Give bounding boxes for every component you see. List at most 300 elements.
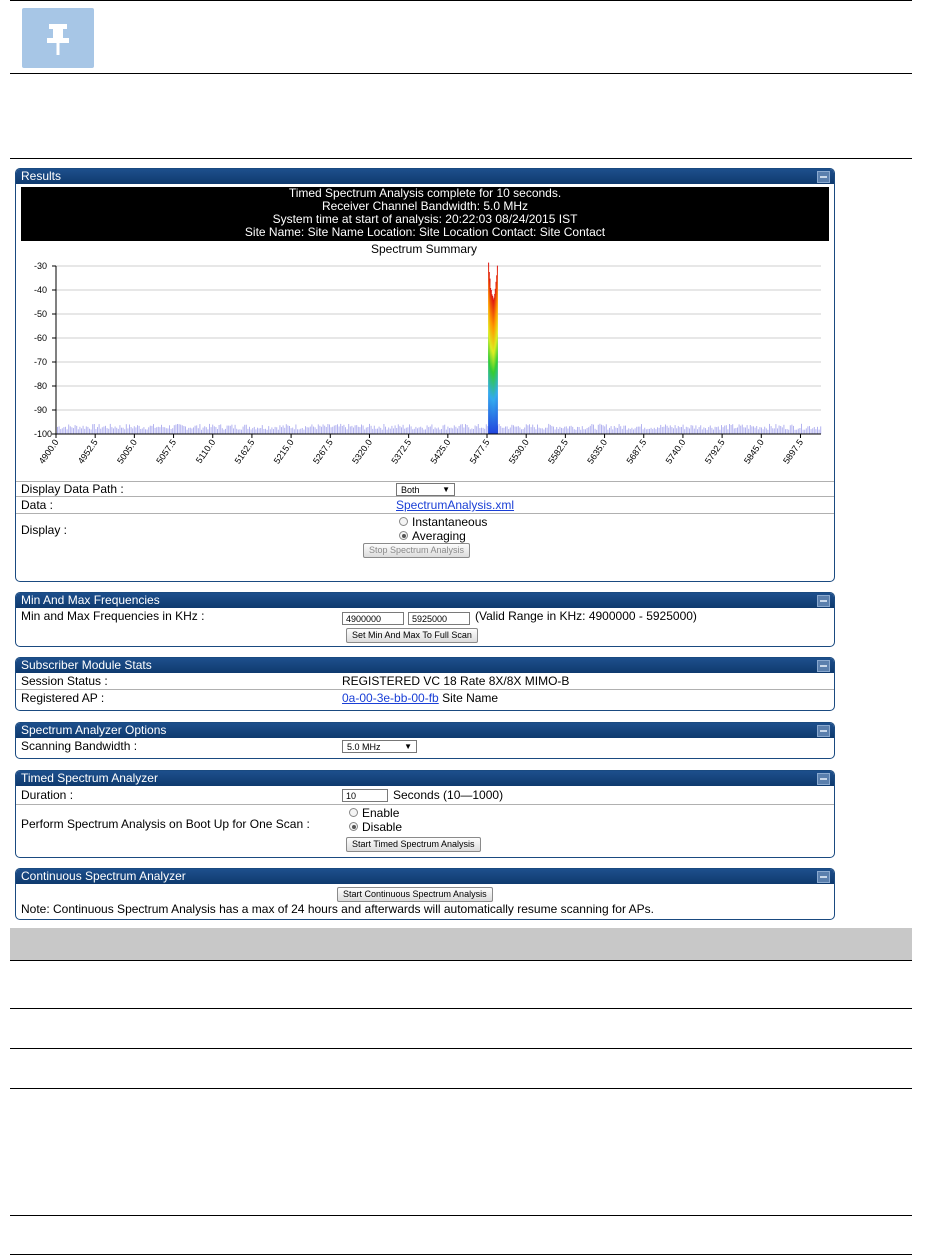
spectrum-bar [423, 430, 424, 434]
spectrum-bar [326, 427, 327, 434]
set-full-scan-button[interactable]: Set Min And Max To Full Scan [346, 628, 478, 643]
spectrum-bar [619, 424, 620, 434]
continuous-analyzer-header [16, 869, 834, 884]
spectrum-bar [484, 429, 485, 434]
spectrum-bar [204, 426, 205, 434]
spectrum-bar [211, 427, 212, 434]
display-averaging-option[interactable] [399, 529, 466, 543]
spectrum-bar [123, 428, 124, 434]
spectrum-bar [79, 427, 80, 434]
spectrum-bar [761, 428, 762, 435]
session-status-label: Session Status : [21, 674, 108, 688]
spectrum-bar [65, 427, 66, 434]
spectrum-bar [545, 428, 546, 434]
spectrum-bar [670, 425, 671, 434]
spectrum-bar [318, 424, 319, 434]
spectrum-bar [153, 424, 154, 434]
spectrum-bar [355, 425, 356, 434]
spectrum-bar [452, 428, 453, 434]
x-tick-label: 5057.5 [154, 437, 179, 466]
spectrum-bar [539, 428, 540, 434]
spectrum-bar [419, 427, 420, 434]
spectrum-bar [292, 428, 293, 434]
radio-enable[interactable] [349, 808, 358, 817]
spectrum-bar [254, 427, 255, 434]
x-tick-label: 5267.5 [310, 437, 335, 466]
x-tick-label: 5425.0 [428, 437, 453, 466]
spectrum-bar [635, 428, 636, 434]
start-timed-analysis-button[interactable]: Start Timed Spectrum Analysis [346, 837, 481, 852]
spectrum-bar [161, 425, 162, 434]
spectrum-bar [177, 424, 178, 434]
spectrum-bar [638, 427, 639, 434]
spectrum-bar [795, 430, 796, 434]
spectrum-bar [691, 425, 692, 434]
spectrum-bar [683, 425, 684, 434]
radio-averaging[interactable] [399, 531, 408, 540]
info-line: Receiver Channel Bandwidth: 5.0 MHz [321, 199, 529, 213]
spectrum-bar [804, 430, 805, 434]
spectrum-bar [305, 426, 306, 434]
spectrum-bar [510, 428, 511, 435]
spectrum-bar [222, 428, 223, 434]
spectrum-bar [724, 426, 725, 434]
spectrum-bar [590, 426, 591, 434]
spectrum-bar [143, 427, 144, 434]
spectrum-bar [156, 427, 157, 434]
spectrum-bar [385, 427, 386, 434]
spectrum-bar [443, 425, 444, 434]
spectrum-bar [297, 429, 298, 434]
spectrum-bar [475, 426, 476, 435]
spectrum-bar [321, 427, 322, 434]
duration-input[interactable]: 10 [342, 789, 388, 802]
spectrum-bar [284, 428, 285, 434]
spectrum-bar [375, 429, 376, 434]
spectrum-bar [695, 425, 696, 434]
spectrum-bar [596, 430, 597, 434]
spectrum-bar [366, 428, 367, 434]
spectrum-bar [627, 430, 628, 434]
spectrum-bar [756, 426, 757, 434]
spectrum-bar [294, 429, 295, 434]
spectrum-bar [718, 427, 719, 435]
spectrum-bar [425, 429, 426, 434]
spectrum-bar [643, 429, 644, 434]
spectrum-bar [404, 429, 405, 434]
spectrum-bar [524, 428, 525, 435]
registered-ap-label: Registered AP : [21, 691, 105, 705]
x-tick-label: 4952.5 [75, 437, 100, 466]
spectrum-bar [233, 428, 234, 434]
registered-ap-row [16, 690, 834, 708]
spectrum-bar [652, 429, 653, 434]
spectrum-bar [537, 425, 538, 435]
spectrum-bar [105, 426, 106, 434]
continuous-note: Note: Continuous Spectrum Analysis has a max of 24 hours and afterwards will automatically resume scanning for APs. [21, 902, 654, 916]
boot-scan-row [16, 805, 834, 855]
spectrum-bar [567, 429, 568, 435]
boot-scan-label: Perform Spectrum Analysis on Boot Up for One Scan : [21, 817, 310, 831]
max-frequency-input[interactable]: 5925000 [408, 612, 470, 625]
radio-instantaneous[interactable] [399, 517, 408, 526]
spectrum-bar [409, 424, 410, 434]
spectrum-bar [289, 426, 290, 434]
spectrum-bar [799, 428, 800, 434]
spectrum-bar [259, 428, 260, 434]
spectrum-bar [155, 428, 156, 434]
spectrum-bar [651, 428, 652, 434]
spectrum-bar [516, 427, 517, 434]
spectrum-bar [548, 424, 549, 434]
spectrum-bar [223, 430, 224, 434]
spectrum-bar [313, 427, 314, 434]
spectrum-bar [598, 425, 599, 434]
spectrum-bar [343, 425, 344, 434]
spectrum-bar [611, 426, 612, 434]
spectrum-bar [803, 430, 804, 434]
spectrum-bar [684, 429, 685, 434]
spectrum-bar [463, 428, 464, 435]
spectrum-bar [387, 430, 388, 434]
spectrum-bar [124, 429, 125, 434]
note-bottom-rule [10, 73, 912, 74]
spectrum-bar [812, 428, 813, 434]
spectrum-bar [276, 427, 277, 434]
spectrum-bar [57, 427, 58, 434]
spectrum-bar [347, 429, 348, 434]
spectrum-bar [702, 429, 703, 434]
spectrum-bar [103, 427, 104, 435]
spectrum-bar [348, 424, 349, 434]
spectrum-bar [299, 429, 300, 434]
spectrum-bar [372, 429, 373, 434]
timed-analyzer-title: Timed Spectrum Analyzer [21, 771, 158, 785]
table-rule [10, 1048, 912, 1049]
spectrum-bar [407, 427, 408, 434]
spectrum-bar [769, 424, 770, 434]
spectrum-bar [111, 427, 112, 434]
chevron-down-icon: ▼ [404, 742, 412, 751]
minmax-row [16, 608, 834, 644]
spectrum-bar [369, 424, 370, 434]
spectrum-bar [807, 426, 808, 434]
spectrum-bar [700, 425, 701, 434]
spectrum-bar [319, 426, 320, 434]
spectrum-bar [92, 424, 93, 434]
spectrum-bar [779, 426, 780, 435]
min-frequency-input[interactable]: 4900000 [342, 612, 404, 625]
spectrum-bar [745, 428, 746, 435]
spectrum-bar [73, 428, 74, 434]
minimize-icon[interactable] [817, 725, 830, 737]
spectrum-bar [582, 426, 583, 434]
spectrum-bar [599, 424, 600, 434]
spectrum-bar [145, 429, 146, 434]
spectrum-bar [358, 427, 359, 434]
spectrum-bar [470, 429, 471, 434]
spectrum-bar [337, 424, 338, 434]
spectrum-bar [279, 425, 280, 434]
spectrum-bar [667, 426, 668, 434]
spectrum-bar [283, 425, 284, 434]
minimize-icon[interactable] [817, 773, 830, 785]
duration-units: Seconds (10—1000) [393, 788, 504, 802]
spectrum-bar [257, 428, 258, 434]
spectrum-bar [273, 429, 274, 434]
spectrum-bar [686, 427, 687, 434]
spectrum-bar [591, 424, 592, 434]
spectrum-bar [473, 429, 474, 434]
spectrum-bar [692, 426, 693, 434]
results-header [16, 169, 834, 184]
spectrum-bar [575, 430, 576, 434]
spectrum-bar [814, 427, 815, 434]
spectrum-bar [767, 430, 768, 434]
spectrum-bar [414, 429, 415, 434]
spectrum-bar [763, 429, 764, 434]
spectrum-bar [819, 430, 820, 434]
info-line: System time at start of analysis: 20:22:03 08/24/2015 IST [272, 212, 578, 226]
spectrum-bar [785, 429, 786, 434]
spectrum-bar [628, 428, 629, 434]
spectrum-bar [132, 428, 133, 434]
minimize-icon[interactable] [817, 660, 830, 672]
spectrum-bar [647, 429, 648, 434]
spectrum-bar [121, 428, 122, 434]
spectrum-bar [235, 425, 236, 434]
spectrum-bar [654, 428, 655, 434]
spectrum-bar [820, 426, 821, 434]
boot-enable-option[interactable] [349, 806, 399, 820]
spectrum-bar [529, 424, 530, 434]
spectrum-bar [481, 428, 482, 434]
spectrum-bar [195, 426, 196, 434]
spectrum-bar [622, 429, 623, 434]
spectrum-bar [361, 425, 362, 435]
spectrum-bar [356, 425, 357, 434]
spectrum-bar [468, 427, 469, 434]
spectrum-bar [660, 425, 661, 434]
radio-label: Averaging [412, 529, 466, 543]
spectrum-bar [102, 427, 103, 434]
spectrum-bar [657, 427, 658, 434]
sa-options-panel [15, 722, 835, 759]
y-tick-label: -40 [34, 285, 48, 295]
spectrum-bar [137, 425, 138, 434]
spectrum-bar [806, 428, 807, 434]
spectrum-bar [268, 426, 269, 434]
timed-analyzer-header [16, 771, 834, 786]
spectrum-bar [239, 429, 240, 434]
spectrum-bar [609, 428, 610, 434]
spectrum-bar [191, 429, 192, 435]
spectrum-bar [713, 430, 714, 434]
spectrum-bar [308, 428, 309, 435]
display-instantaneous-option[interactable] [399, 515, 487, 529]
spectrum-bar [113, 428, 114, 434]
spectrum-bar [748, 429, 749, 434]
spectrum-bar [363, 426, 364, 435]
info-line: Site Name: Site Name Location: Site Location Contact: Site Contact [244, 225, 606, 239]
table-rule [10, 1088, 912, 1089]
spectrum-bar [135, 427, 136, 434]
display-row [16, 514, 834, 558]
spectrum-bar [198, 428, 199, 434]
spectrum-bar [219, 425, 220, 434]
spectrum-bar [110, 424, 111, 434]
pin-note-icon [22, 8, 94, 68]
spectrum-bar [431, 424, 432, 434]
spectrum-bar [230, 426, 231, 434]
ap-site-name: Site Name [442, 691, 499, 705]
spectrum-bar [486, 424, 487, 434]
spectrum-bar [743, 427, 744, 434]
spectrum-bar [148, 427, 149, 434]
spectrum-bar [703, 427, 704, 434]
y-tick-label: -70 [34, 357, 48, 367]
spectrum-bar [478, 424, 479, 434]
spectrum-bar [164, 427, 165, 434]
spectrum-bar [329, 425, 330, 435]
spectrum-bar [734, 428, 735, 434]
spectrum-bar [81, 428, 82, 434]
scanning-bandwidth-value: 5.0 MHz [347, 742, 381, 752]
spectrum-bar [775, 424, 776, 434]
spectrum-bar [462, 424, 463, 434]
spectrum-bar [332, 427, 333, 434]
spectrum-bar [436, 429, 437, 435]
spectrum-bar [633, 430, 634, 435]
spectrum-bar [558, 429, 559, 434]
spectrum-bar [263, 429, 264, 434]
spectrum-bar [521, 429, 522, 434]
spectrum-bar [267, 430, 268, 434]
spectrum-bar [476, 426, 477, 434]
registered-ap-value [342, 691, 498, 705]
figure-top-rule [10, 158, 912, 159]
spectrum-bar [543, 430, 544, 435]
spectrum-bar [142, 429, 143, 435]
spectrum-bar [707, 430, 708, 434]
spectrum-bar [790, 425, 791, 434]
spectrum-bar [249, 427, 250, 434]
data-label: Data : [21, 498, 54, 512]
boot-disable-option[interactable] [349, 820, 402, 834]
spectrum-bar [518, 426, 519, 434]
x-tick-label: 5320.0 [350, 437, 375, 466]
spectrum-bar [604, 426, 605, 434]
x-tick-label: 5582.5 [546, 437, 571, 466]
y-tick-label: -60 [34, 333, 48, 343]
spectrum-bar [774, 428, 775, 434]
spectrum-bar [83, 426, 84, 434]
minimize-icon[interactable] [817, 871, 830, 883]
spectrum-bar [350, 427, 351, 435]
table-rule [10, 1254, 912, 1255]
spectrum-bar [244, 425, 245, 434]
spectrum-bar [505, 427, 506, 435]
spectrum-bar [187, 430, 188, 434]
chart-title: Spectrum Summary [370, 242, 478, 256]
spectrum-bar [540, 428, 541, 434]
spectrum-bar [679, 427, 680, 434]
spectrum-bar [331, 427, 332, 434]
spectrum-bar [86, 426, 87, 434]
table-header [10, 928, 912, 960]
spectrum-bar [377, 429, 378, 434]
spectrum-bar [758, 429, 759, 434]
radio-disable[interactable] [349, 822, 358, 831]
peak-bar [497, 266, 498, 434]
spectrum-bar [601, 425, 602, 434]
spectrum-bar [655, 429, 656, 434]
spectrum-bar [577, 427, 578, 434]
spectrum-bar [303, 430, 304, 434]
spectrum-bar [671, 427, 672, 434]
spectrum-bar [108, 429, 109, 434]
spectrum-xml-link[interactable]: SpectrumAnalysis.xml [396, 498, 515, 512]
x-tick-label: 5792.5 [702, 437, 727, 466]
spectrum-bar [534, 427, 535, 434]
spectrum-bar [63, 427, 64, 434]
session-status-value: REGISTERED VC 18 Rate 8X/8X MIMO-B [342, 674, 570, 688]
spectrum-bar [310, 427, 311, 434]
spectrum-bar [662, 427, 663, 434]
x-tick-label: 5215.0 [271, 437, 296, 466]
spectrum-bar [519, 428, 520, 435]
spectrum-bar [438, 428, 439, 435]
stop-spectrum-analysis-button[interactable]: Stop Spectrum Analysis [363, 543, 470, 558]
spectrum-bar [127, 428, 128, 434]
spectrum-bar [100, 429, 101, 434]
minmax-panel [15, 592, 835, 647]
start-continuous-analysis-button[interactable]: Start Continuous Spectrum Analysis [337, 887, 493, 902]
spectrum-bar [84, 429, 85, 434]
spectrum-bar [395, 425, 396, 434]
spectrum-bar [574, 429, 575, 434]
spectrum-bar [716, 427, 717, 434]
spectrum-bar [391, 426, 392, 434]
spectrum-bar [140, 429, 141, 434]
spectrum-bar [316, 429, 317, 434]
ap-mac-link[interactable]: 0a-00-3e-bb-00-fb [342, 691, 439, 705]
spectrum-bar [251, 430, 252, 435]
y-tick-label: -50 [34, 309, 48, 319]
spectrum-bar [422, 428, 423, 434]
spectrum-bar [742, 425, 743, 434]
spectrum-bar [441, 429, 442, 434]
spectrum-bar [231, 425, 232, 434]
spectrum-bar [595, 429, 596, 434]
spectrum-bar [396, 428, 397, 434]
minimize-icon[interactable] [817, 595, 830, 607]
scanning-bandwidth-row [16, 738, 834, 756]
spectrum-bar [791, 425, 792, 434]
spectrum-bar [126, 424, 127, 434]
spectrum-bar [180, 425, 181, 434]
spectrum-bar [241, 430, 242, 434]
spectrum-bar [87, 427, 88, 434]
x-tick-label: 5845.0 [741, 437, 766, 466]
scanning-bandwidth-select[interactable] [342, 740, 417, 753]
spectrum-bar [62, 428, 63, 434]
spectrum-bar [727, 429, 728, 434]
minimize-icon[interactable] [817, 171, 830, 183]
spectrum-bar [641, 424, 642, 434]
spectrum-bar [508, 429, 509, 434]
display-data-path-select[interactable] [396, 483, 455, 496]
